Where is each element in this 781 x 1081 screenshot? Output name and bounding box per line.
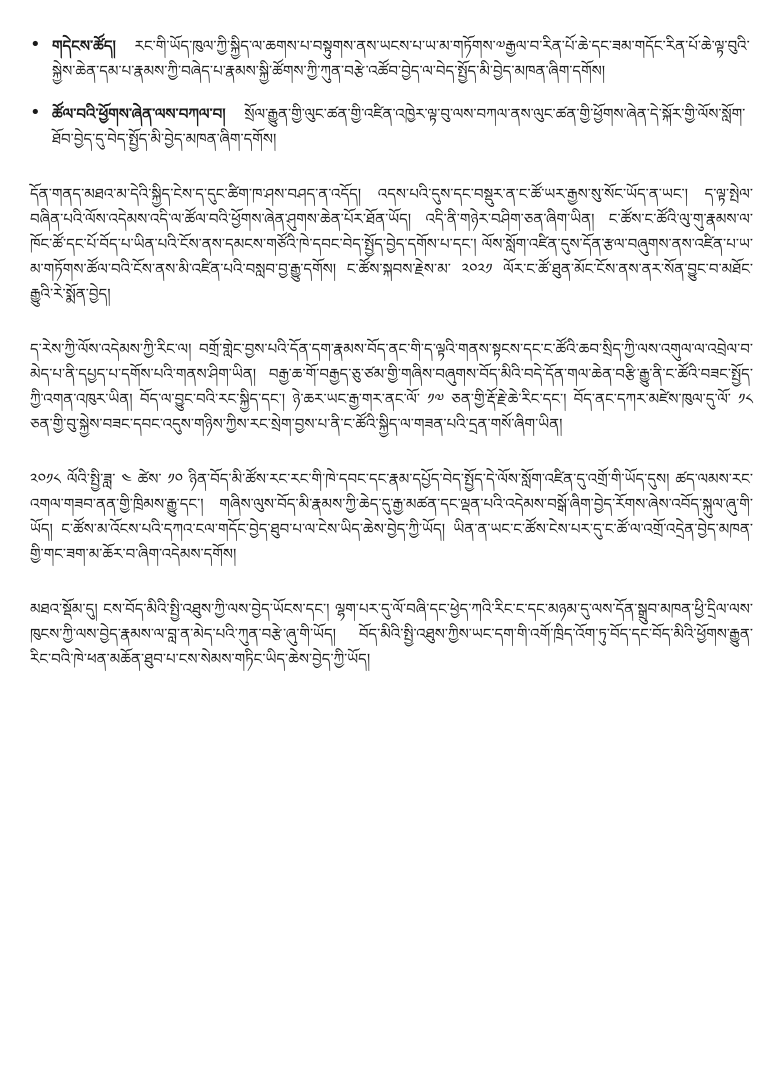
bullet-dot-icon: • — [30, 34, 41, 55]
bullet-title: ཚོལ་བའི་ཕྱོགས་ཞེན་ལས་བཀལ་བ། — [52, 105, 226, 123]
bullet-text: སྲོལ་རྒྱུན་གྱི་ལུང་ཚན་གྱི་འཛིན་འཁྱེར་ལྟ་བུ་ལས་བཀལ་ནས་ལུང་ཚན་གྱི་ཕྱོགས་ཞེན་དེ་སྐོར་གྱི་ལོས་སློག་ཐོབ་བྱེད་དུ་བེད་སྤྱོད་མི་བྱེད་མཁན་ཞིག་དགོས། — [52, 105, 746, 148]
paragraph-4: མཐའ་སྡོམ་དུ། ངས་བོད་མིའི་སྤྱི་འཐུས་ཀྱི་ལས་བྱེད་ཡོངས་དང་། ལྷག་པར་དུ་ལོ་བཞི་དང་ཕྱེད་ཀའི་རིང་ང་དང་མཉམ་དུ་ལས་དོན་སྒྲུབ་མཁན་ཕྱི་དྲིལ་ལས་ཁུངས་ཀྱི་ལས་བྱེད་རྣམས་ལ་བླ་ན་མེད་པའི་ཀུན་བརྩེ་ཞུ་གི་ཡོད། བོད་མིའི་སྤྱི་འཐུས་ཀྱིས་ཡང་དག་གི་འགོ་ཁྲིད་འོག་ཏུ་བོད་དང་བོད་མིའི་ཕྱོགས་རྒྱུན་རིང་བའི་ཁེ་ཕན་མཆོན་ཐུབ་པ་ངས་སེམས་གཏིང་ཡིད་ཆེས་བྱེད་ཀྱི་ཡོད། — [30, 600, 753, 668]
bullet-item-non-regional — [30, 102, 753, 152]
bullet-text: རང་གི་ཡོད་ཁུལ་ཀྱི་སྐྱིད་ལ་ཆགས་པ་བསྟུགས་ནས་ཡངས་པ་ཡ་མ་གཏོགས་༧རྒྱལ་བ་རིན་པོ་ཆེ་དང་ཟམ་གདོང་རིན་པོ་ཆེ་ལྟ་བུའི་སྐྱེས་ཆེན་དམ་པ་རྣམས་ཀྱི་བཞེད་པ་རྣམས་སྐྱི་ཚོགས་ཀྱི་ཀུན་བརྩེ་འཚོབ་བྱེད་ལ་བེད་སྤྱོད་མི་བྱེད་མཁན་ཞིག་དགོས། — [52, 37, 750, 80]
bullet-dot-icon: • — [30, 102, 41, 123]
paragraph-2: ད་རེས་ཀྱི་ལོས་འདེམས་ཀྱི་རིང་ལ། བགྲོ་གླེང་བྱས་པའི་དོན་དག་རྣམས་བོད་ནང་གི་ད་ལྟའི་གནས་སྟངས་དང་ང་ཚོའི་ཆབ་སྲིད་ཀྱི་ལས་འགུལ་ལ་འབྲེལ་བ་མེད་པ་ནི་དཔྱད་པ་དགོས་པའི་གནས་ཤིག་ཡིན། བརྒྱ་ཆ་གོ་བརྒྱད་ཅུ་ཙམ་གྱི་གཞིས་བཞུགས་བོད་མིའི་བདེ་དོན་གལ་ཆེན་བརྩི་རྒྱུ་ནི་ང་ཚོའི་བཟང་སྤྱོད་ཀྱི་འགན་འཁུར་ཡིན། བོད་ལ་བྱུང་བའི་རང་སྐྱིད་དང་། ཉེ་ཆར་ཡང་རྒྱ་གར་ནང་ལོ་ ༡༧ ཅན་གྱི་རྡོ་རྗེ་ཆེ་རིང་དང་། བོད་ནང་དཀར་མཛེས་ཁུལ་དུ་ལོ་ ༡༨ ཅན་གྱི་བུ་སྐྱེས་བཟང་དབང་འདུས་གཉིས་ཀྱིས་རང་སྲེག་བྱས་པ་ནི་ང་ཚོའི་སྐྱིད་ལ་གཟན་པའི་དྲན་གསོ་ཞིག་ཡིན། — [30, 340, 753, 433]
bullet-list — [30, 34, 753, 152]
bullet-title: གདེངས་ཚོད། — [52, 37, 116, 55]
paragraph-3: ༢༠༡༨ ལོའི་སྤྱི་ཟླ་ ༤ ཚེས་ ༡༠ ཉིན་བོད་མི་ཚོས་རང་རང་གི་ཁེ་དབང་དང་རྣམ་དཔྱོད་བེད་སྤྱོད་དེ་ལོས་སློག་འཛིན་དུ་འགྲོ་གི་ཡོད་དུས། ཚད་ལམས་རང་འགལ་གཟབ་ནན་གྱི་ཁྲིམས་རྒྱུ་དང་། གཞིས་ལུས་བོད་མི་རྣམས་ཀྱི་ཆེད་དུ་རྒྱ་མཚན་དང་ལྡན་པའི་འདེམས་བསྒོ་ཞིག་བྱེད་རོགས་ཞེས་འབོད་སྐུལ་ཞུ་གི་ཡོད། ང་ཚོས་མ་འོངས་པའི་དཀའ་ངལ་གདོང་བྱེད་ཐུབ་པ་ལ་ངེས་ཡིད་ཆེས་བྱེད་ཀྱི་ཡོད། ཡིན་ན་ཡང་ང་ཚོས་ངེས་པར་དུ་ང་ཚོ་ལ་འགྲོ་འདྲེན་བྱེད་མཁན་གྱི་གང་ཟག་མ་ཆོར་བ་ཞིག་འདེམས་དགོས། — [30, 470, 753, 563]
paragraph-1: དོན་གནད་མཐའ་མ་དེའི་སྐྱིད་ངེས་ད་དུང་ཚིག་ཁ་ཤས་བཤད་ན་འདོད། འདས་པའི་དུས་དང་བསྡུར་ན་ང་ཚོ་ཡར་རྒྱས་སུ་སོང་ཡོད་ན་ཡང་། ད་ལྟ་སྤེལ་བཞིན་པའི་ལོས་འདེམས་འདི་ལ་ཚོལ་བའི་ཕྱོགས་ཞེན་ཤུགས་ཆེན་པོར་ཐོན་ཡོད། འདི་ནི་གཉེར་བཤིག་ཅན་ཞིག་ཡིན། ང་ཚོས་ང་ཚོའི་ལུ་གུ་རྣམས་ལ་ཁོང་ཚོ་དང་པོ་བོད་པ་ཡིན་པའི་ངོས་ནས་དམངས་གཙོའི་ཁེ་དབང་བེད་སྤྱོད་བྱེད་དགོས་པ་དང་། ལོས་སློག་འཛིན་དུས་དོན་རྩལ་བཞུགས་ནས་འཛིན་པ་ཡ་མ་གཏོགས་ཚོལ་བའི་ངོས་ནས་མི་འཛིན་པའི་བསླབ་བྱ་རྒྱུ་དགོས། ང་ཚོས་སྐབས་རྗེས་མ་ ༢༠༢༡ ལོར་ང་ཚོ་ཐུན་མོང་ངོས་ནས་ནར་སོན་བྱུང་བ་མཐོང་རྒྱུའི་རེ་སྨོན་བྱེད། — [30, 185, 753, 303]
bullet-item-integrity — [30, 34, 753, 84]
